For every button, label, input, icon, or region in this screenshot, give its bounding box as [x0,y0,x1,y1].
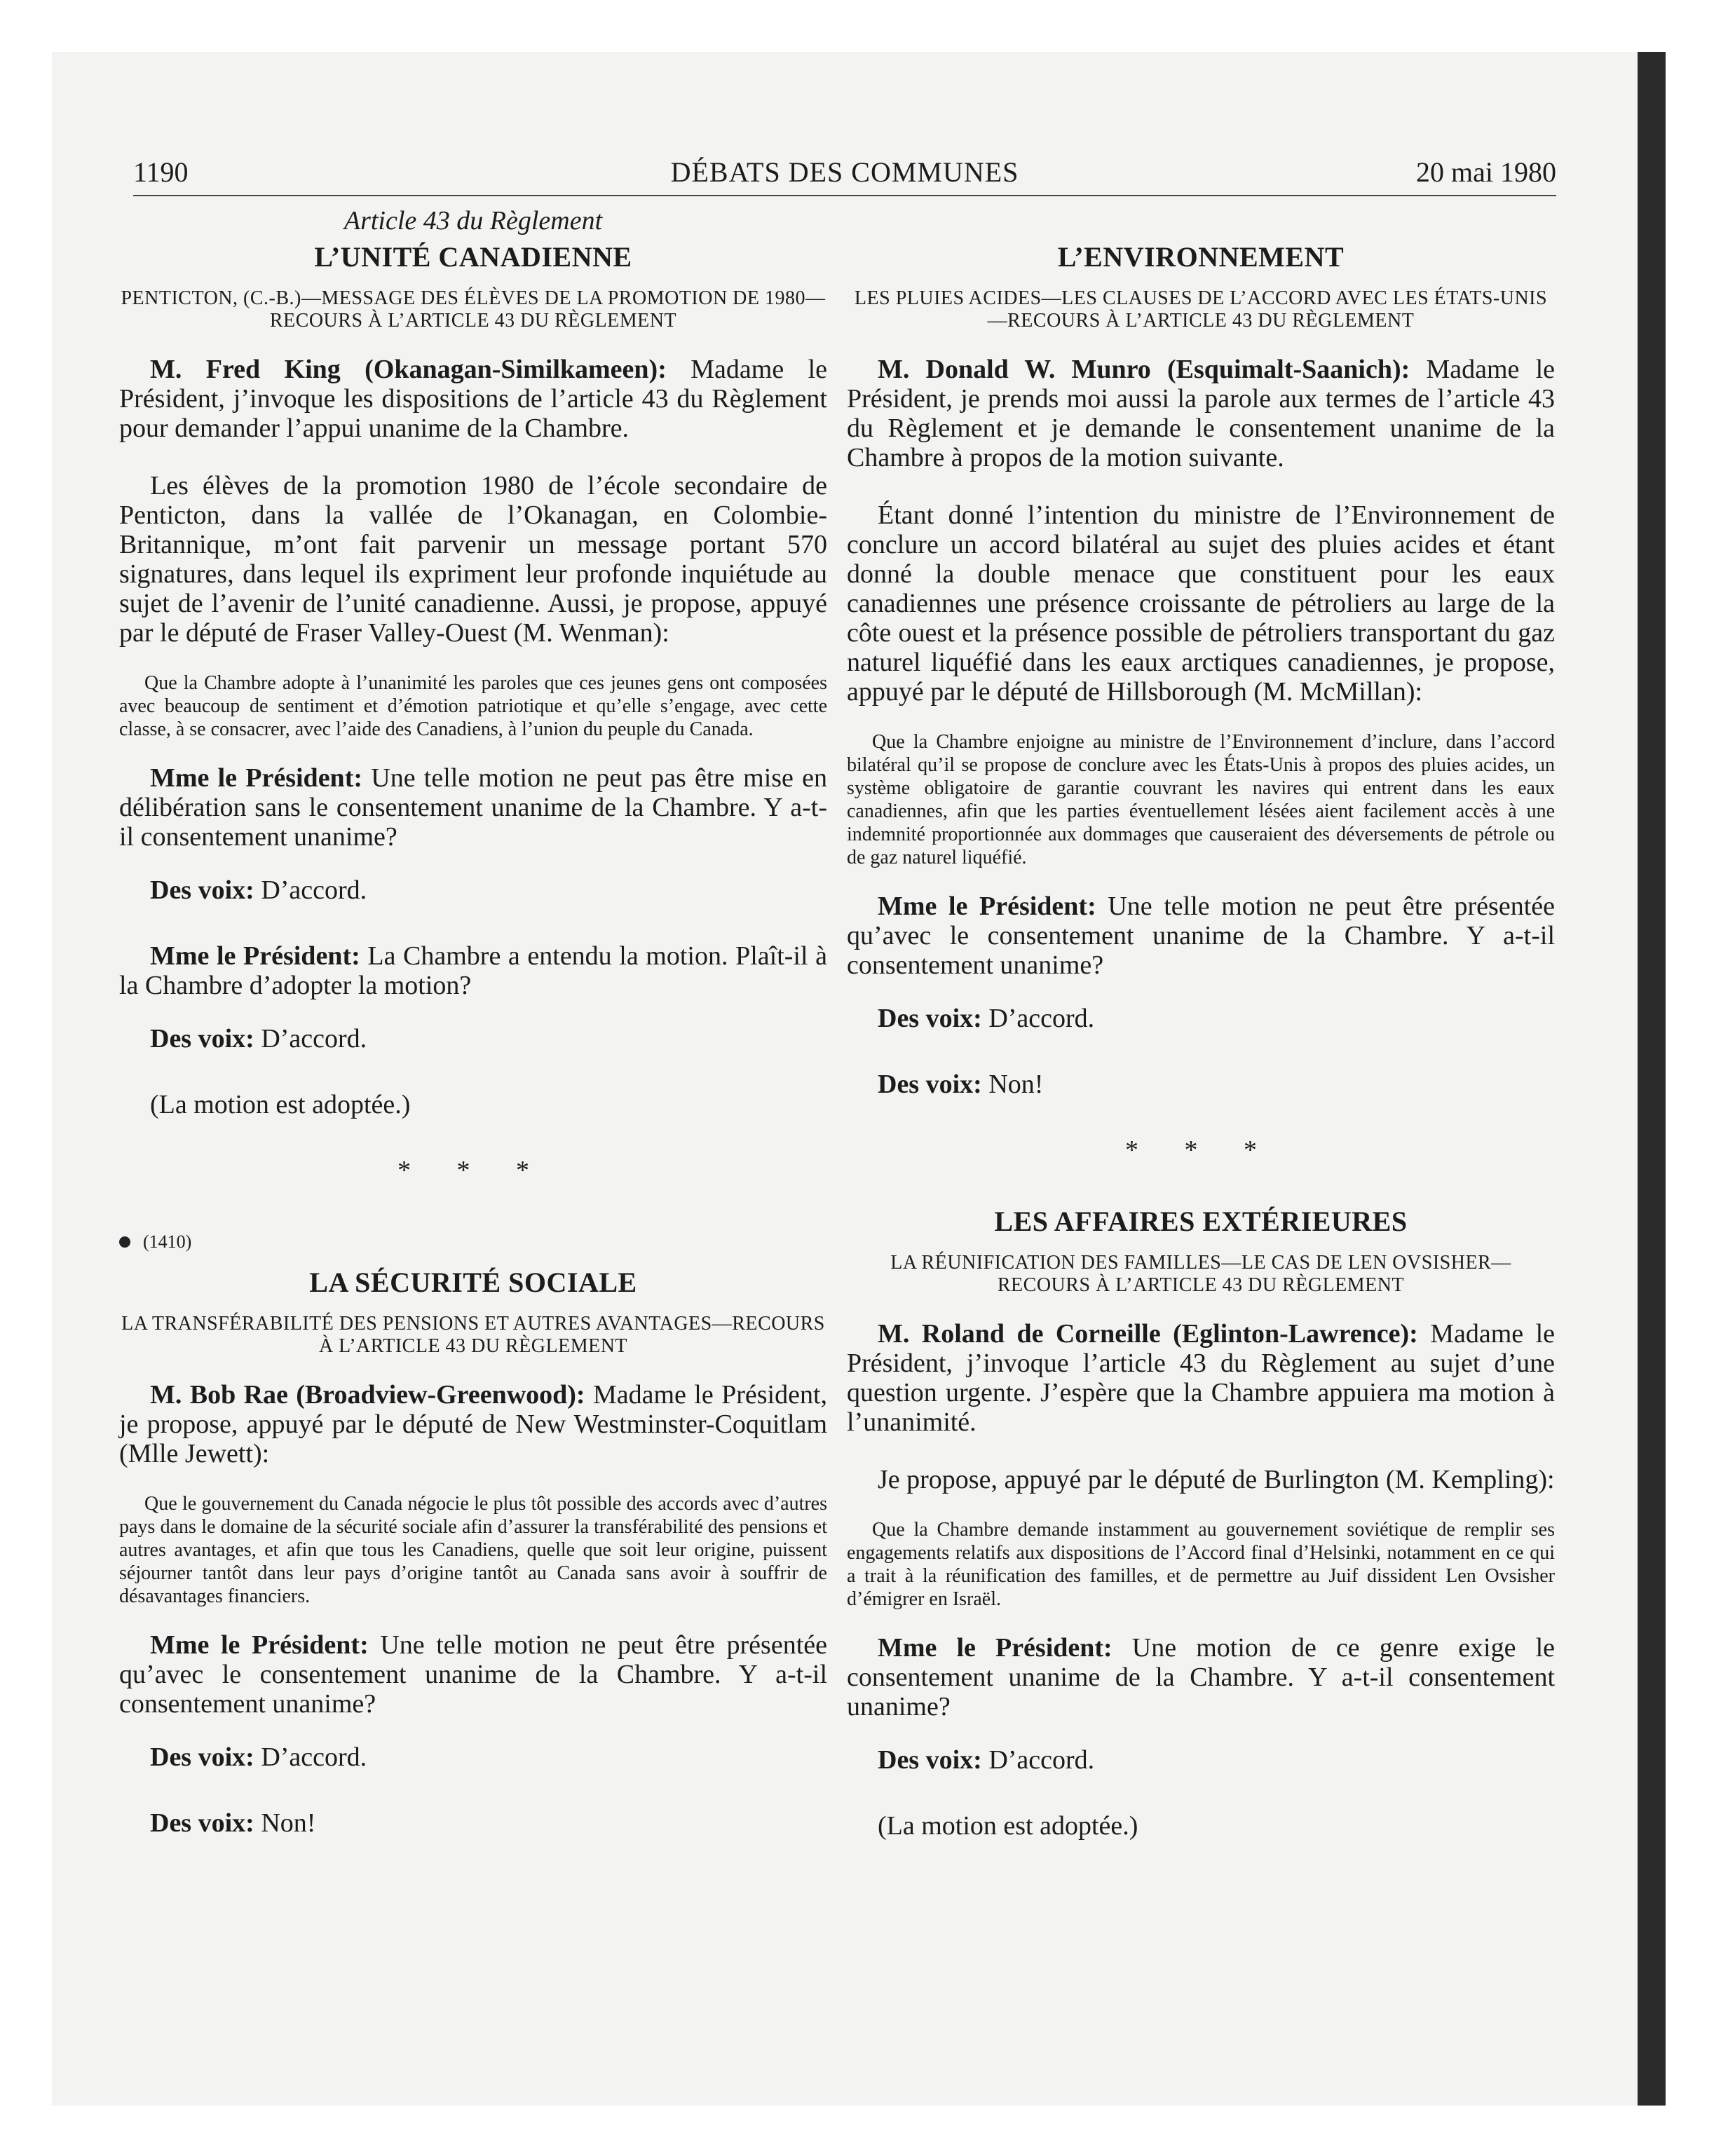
speech-paragraph: Je propose, appuyé par le député de Burlington (M. Kempling): [878,1465,1555,1494]
voices-line [150,875,827,905]
right-column [847,202,1555,1877]
motion-text: Que le gouvernement du Canada négocie le plus tôt possible des accords avec d’autres pays dans le domaine de la sécurité sociale afin d’assurer la transférabilité des pensions et autres avantages, et afin que tous les Canadiens, quelle que soit leur origine, puissent séjourner tantôt dans leur pays d’origine tantôt au Canada sans avoir à souffrir de désavantages financiers. [119,1493,827,1607]
speaker-name: Mme le Président: [150,763,363,793]
section-subheading: PENTICTON, (C.-B.)—MESSAGE DES ÉLÈVES DE LA PROMOTION DE 1980—RECOURS À L’ARTICLE 43 DU RÈGLEMENT [121,287,826,332]
speaker-name: M. Bob Rae (Broadview-Greenwood): [150,1380,585,1410]
speech-paragraph [847,892,1555,980]
speech-text: Madame le Président, je propose, appuyé par le député de New Westminster-Coquitlam (Mlle Jewett): [119,1380,827,1468]
speech-paragraph [847,1319,1555,1437]
speaker-name: Des voix: [150,1808,254,1838]
speaker-name: Des voix: [878,1070,982,1099]
bullet-icon [119,1236,130,1248]
voices-line [150,1808,827,1838]
speech-paragraph: Étant donné l’intention du ministre de l’Environnement de conclure un accord bilatéral au sujet des pluies acides et étant donné la double menace que constituent pour les eaux canadiennes une présence croissante de pétroliers au large de la côte ouest et la présence possible de pétroliers transportant du gaz naturel liquéfié dans les eaux arctiques canadiennes, je propose, appuyé par le député de Hillsborough (M. McMillan): [847,500,1555,707]
speech-paragraph [119,355,827,443]
section-heading: LES AFFAIRES EXTÉRIEURES [994,1206,1408,1237]
speaker-name: Mme le Président: [150,1630,369,1660]
speaker-name: Des voix: [878,1004,982,1033]
motion-text: Que la Chambre demande instamment au gouvernement soviétique de remplir ses engagements relatifs aux dispositions de l’Accord final d’Helsinki, notamment en ce qui a trait à la réunification des familles, et de permettre au Juif dissident Len Ovsisher d’émigrer en Israël. [847,1519,1555,1610]
adoption-note: (La motion est adoptée.) [150,1090,411,1119]
speech-text: D’accord. [254,875,367,905]
speech-text: Madame le Président, j’invoque l’article 43 du Règlement au sujet d’une question urgente. J’espère que la Chambre appuiera ma motion à l’unanimité. [847,1319,1555,1437]
section-subheading: LES PLUIES ACIDES—LES CLAUSES DE L’ACCORD AVEC LES ÉTATS-UNIS—RECOURS À L’ARTICLE 43 DU RÈGLEMENT [854,287,1548,332]
speaker-name: Mme le Président: [150,941,360,971]
time-marker-label: (1410) [143,1231,192,1252]
left-column [119,202,827,1874]
speaker-name: Mme le Président: [878,892,1096,921]
voices-line [878,1070,1555,1099]
speech-text: Madame le Président, je prends moi aussi la parole aux termes de l’article 43 du Règlement et je demande le consentement unanime de la Chambre à propos de la motion suivante. [847,355,1555,472]
section-subheading: LA RÉUNIFICATION DES FAMILLES—LE CAS DE LEN OVSISHER—RECOURS À L’ARTICLE 43 DU RÈGLEMENT [890,1252,1511,1296]
speaker-name: Mme le Président: [878,1633,1113,1663]
time-marker [119,1227,827,1257]
speech-text: D’accord. [254,1024,367,1053]
speech-text: Une telle motion ne peut être présentée qu’avec le consentement unanime de la Chambre. Y a-t-il consentement unanime? [119,1630,827,1719]
speech-text: D’accord. [981,1745,1095,1775]
caption-spacer [847,202,1555,236]
speech-text: Une telle motion ne peut être présentée qu’avec le consentement unanime de la Chambre. Y a-t-il consentement unanime? [847,892,1555,980]
voices-line [150,1742,827,1772]
speech-text: Madame le Président, j’invoque les dispositions de l’article 43 du Règlement pour demander l’appui unanime de la Chambre. [119,355,827,443]
section-heading: LA SÉCURITÉ SOCIALE [309,1267,637,1298]
section-heading: L’ENVIRONNEMENT [1057,241,1345,273]
speech-paragraph [119,941,827,1000]
adoption-note: (La motion est adoptée.) [878,1811,1138,1841]
speaker-name: M. Fred King (Okanagan-Similkameen): [150,355,667,384]
speech-paragraph [847,1633,1555,1721]
publication-title: DÉBATS DES COMMUNES [670,156,1019,188]
speaker-name: M. Donald W. Munro (Esquimalt-Saanich): [878,355,1410,384]
speech-text: Non! [981,1070,1044,1099]
speaker-name: Des voix: [878,1745,982,1775]
scan-edge-shadow [1638,52,1666,2106]
page-header [133,156,1556,196]
speech-paragraph [847,355,1555,472]
section-separator: * * * [1125,1135,1277,1165]
speaker-name: M. Roland de Corneille (Eglinton-Lawrence): [878,1319,1418,1349]
motion-text: Que la Chambre enjoigne au ministre de l’Environnement d’inclure, dans l’accord bilatéral qu’il se propose de conclure avec les États-Unis à propos des pluies acides, un système obligatoire de garantie couvrant les navires qui entrent dans les eaux canadiennes, afin que les parties éventuellement lésées aient facilement accès à une indemnité proportionnée aux dommages que causeraient des déversements de pétrole ou de gaz naturel liquéfié. [847,731,1555,868]
speech-text: Non! [254,1808,316,1838]
voices-line [878,1745,1555,1775]
speech-text: D’accord. [254,1742,367,1772]
voices-line [878,1004,1555,1033]
speech-text: Une telle motion ne peut pas être mise en délibération sans le consentement unanime de la Chambre. Y a-t-il consentement unanime? [119,763,827,852]
speaker-name: Des voix: [150,1742,254,1772]
section-separator: * * * [397,1156,549,1185]
section-heading: L’UNITÉ CANADIENNE [314,241,632,273]
speaker-name: Des voix: [150,1024,254,1053]
section-subheading: LA TRANSFÉRABILITÉ DES PENSIONS ET AUTRES AVANTAGES—RECOURS À L’ARTICLE 43 DU RÈGLEMENT [121,1313,825,1357]
speaker-name: Des voix: [150,875,254,905]
speech-paragraph [119,763,827,852]
speech-text: Une motion de ce genre exige le consentement unanime de la Chambre. Y a-t-il consentement unanime? [847,1633,1555,1721]
speech-text: D’accord. [981,1004,1095,1033]
speech-paragraph [119,1630,827,1719]
page-number: 1190 [133,156,189,188]
speech-paragraph [119,1380,827,1468]
publication-date: 20 mai 1980 [1416,156,1556,188]
speech-paragraph: Les élèves de la promotion 1980 de l’école secondaire de Penticton, dans la vallée de l’Okanagan, en Colombie-Britannique, m’ont fait parvenir un message portant 570 signatures, dans lequel ils expriment leur profonde inquiétude au sujet de l’avenir de l’unité canadienne. Aussi, je propose, appuyé par le député de Fraser Valley-Ouest (M. Wenman): [119,471,827,648]
speech-text: La Chambre a entendu la motion. Plaît-il à la Chambre d’adopter la motion? [119,941,827,1000]
section-caption: Article 43 du Règlement [343,206,603,236]
voices-line [150,1024,827,1053]
motion-text: Que la Chambre adopte à l’unanimité les paroles que ces jeunes gens ont composées avec beaucoup de sentiment et d’émotion patriotique et qu’elle s’engage, avec cette classe, à se consacrer, avec l’aide des Canadiens, à l’union du peuple du Canada. [119,672,827,740]
